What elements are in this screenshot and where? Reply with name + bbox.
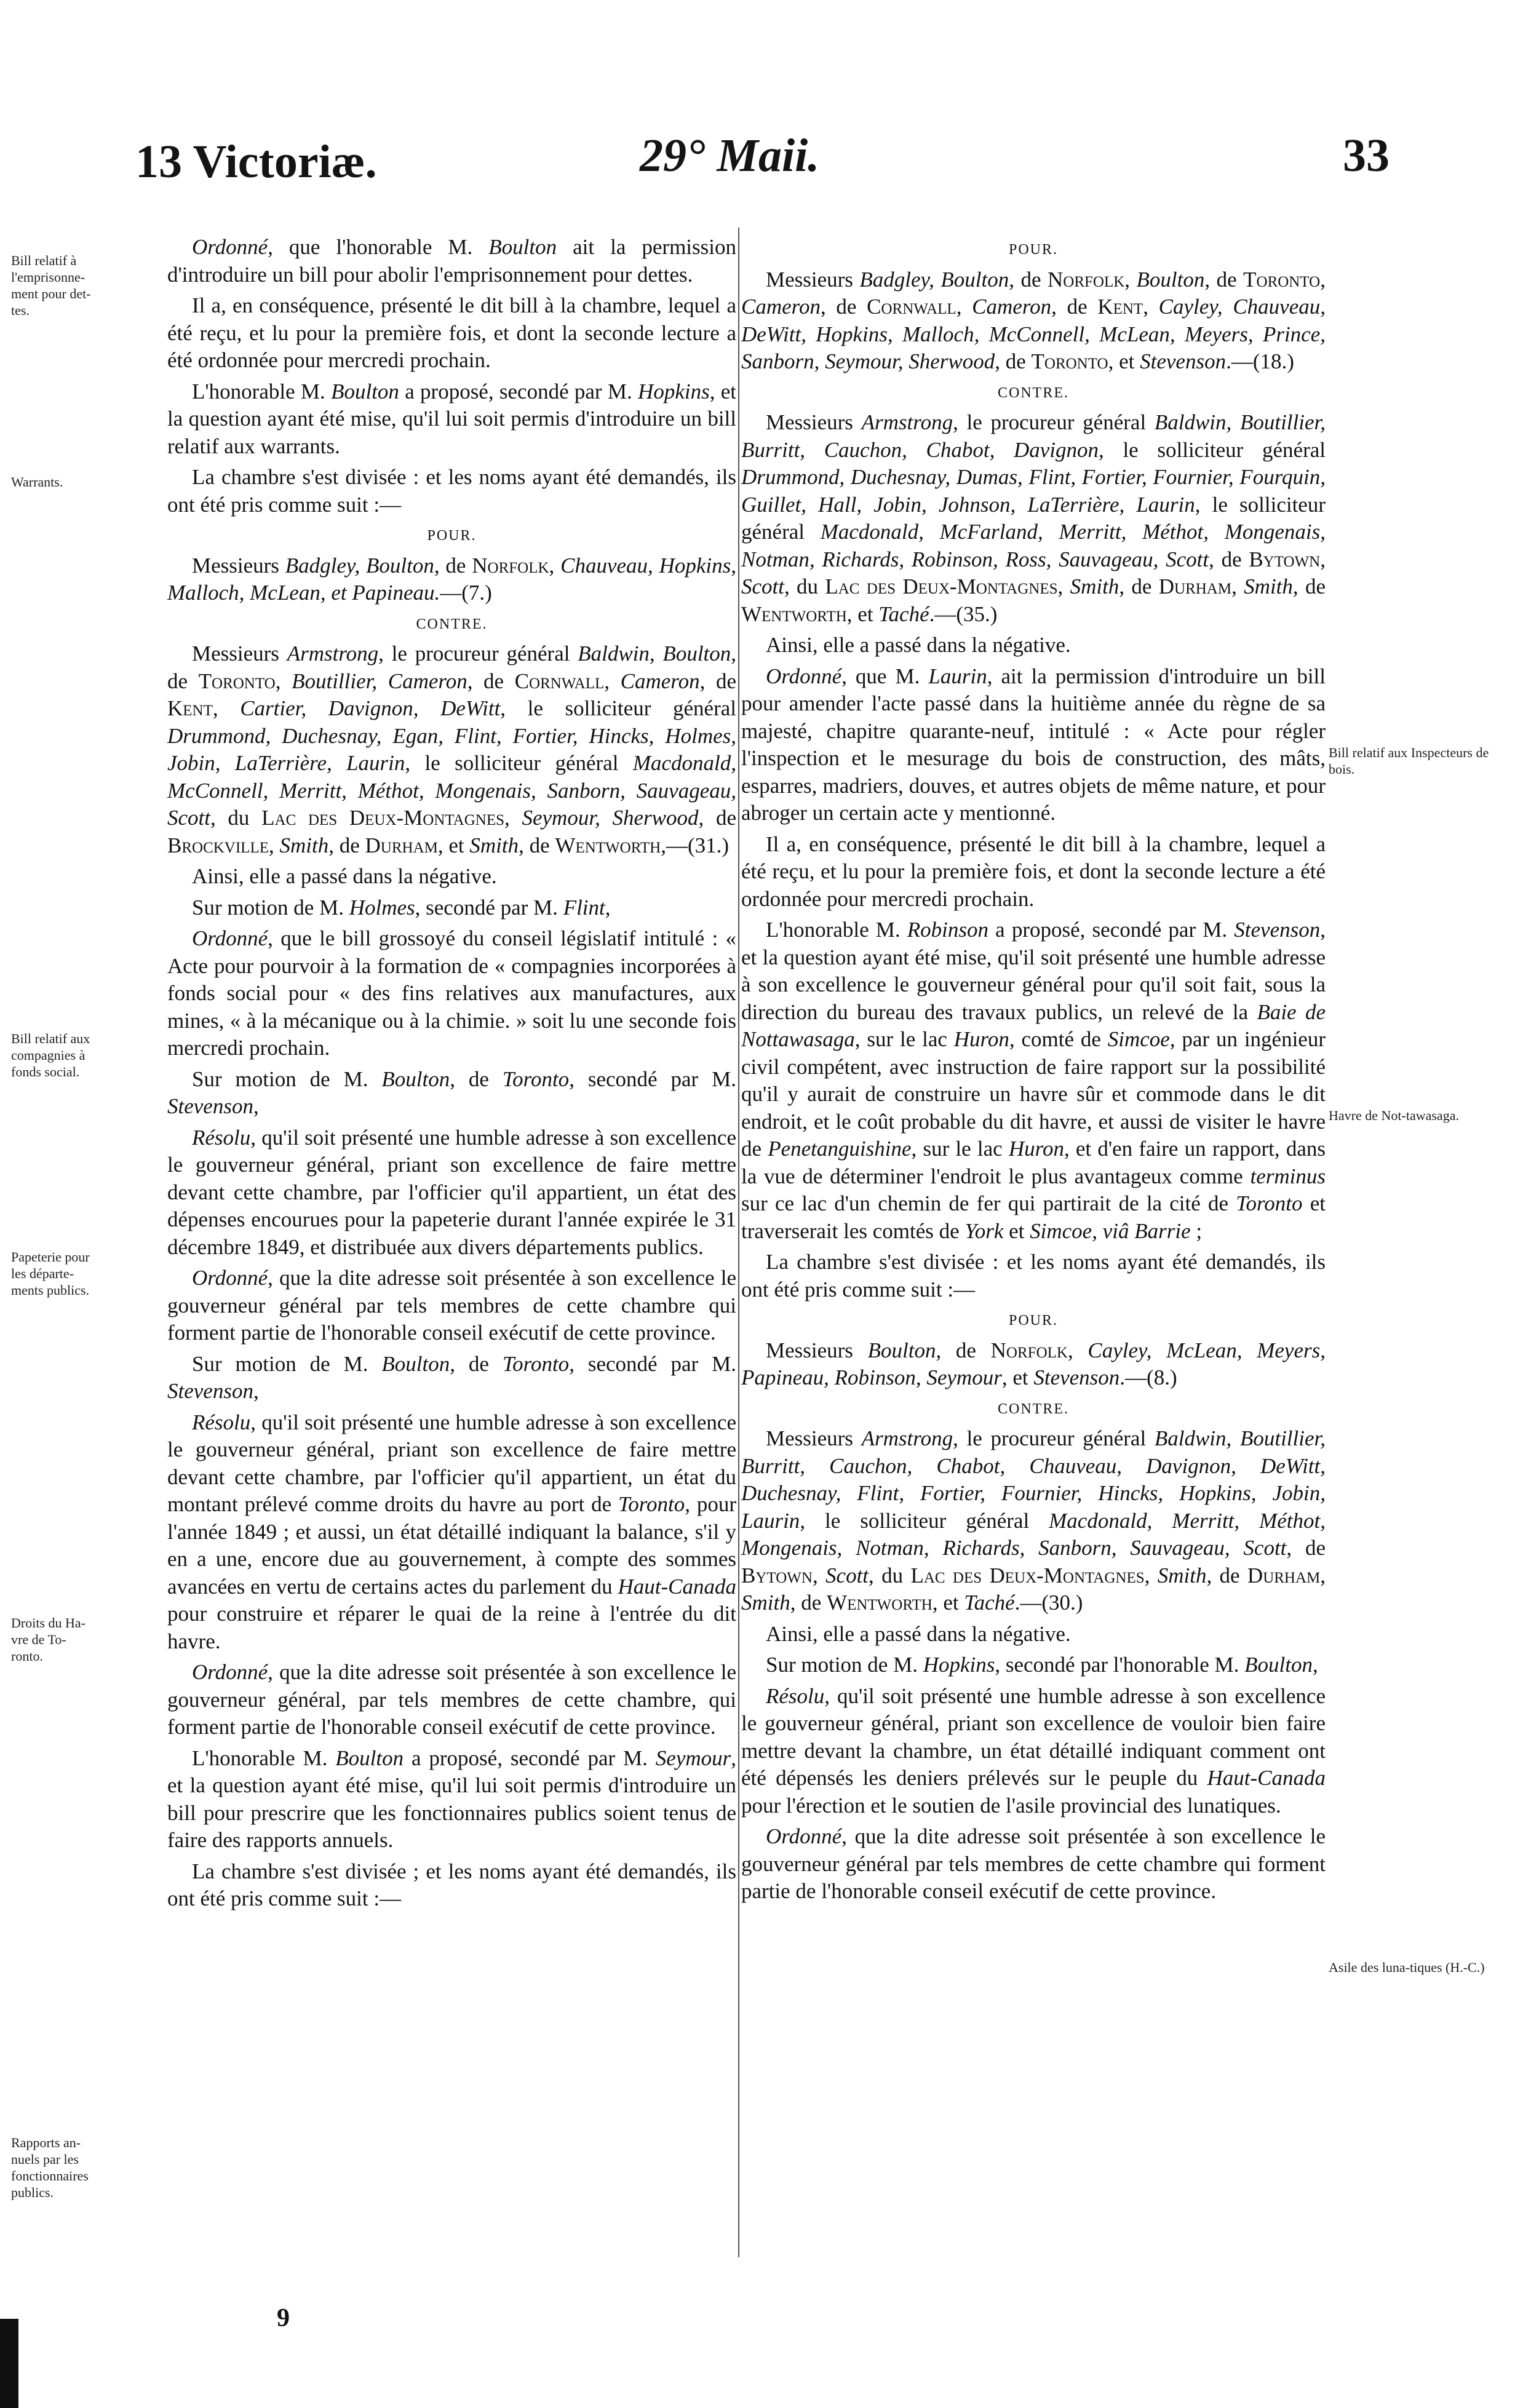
- margin-note-4: Papeterie pour les départe-ments publics.: [11, 1249, 90, 1298]
- margin-note-2: Warrants.: [11, 474, 63, 490]
- page-number: 33: [1343, 130, 1390, 181]
- left-column: Ordonné, que l'honorable M. Boulton ait la permission d'introduire un bill pour abolir l'emprisonnement pour dettes. Il a, en conséquence, présenté le dit bill à la chambre, lequel a été reçu, et lu pour la première fois, et dont la seconde lecture a été ordonnée pour mercredi prochain. L'honorable M. Boulton a proposé, secondé par M. Hopkins, et la question ayant été mise, qu'il lui soit permis d'introduire un bill relatif aux warrants. La chambre s'est divisée : et les noms ayant été demandés, ils ont été pris comme suit :— POUR. Messieurs Badgley, Boulton, de Norfolk, Chauveau, Hopkins, Malloch, McLean, et Papineau.—(7.) CONTRE. Messieurs Armstrong, le procureur général Baldwin, Boulton, de Toronto, Boutillier, Cameron, de Cornwall, Cameron, de Kent, Cartier, Davignon, DeWitt, le solliciteur général Drummond, Duchesnay, Egan, Flint, Fortier, Hincks, Holmes, Jobin, LaTerrière, Laurin, le solliciteur général Macdonald, McConnell, Merritt, Méthot, Mongenais, Sanborn, Sauvageau, Scott, du Lac des Deux-Montagnes, Seymour, Sherwood, de Brockville, Smith, de Durham, et Smith, de Wentworth,—(31.) Ainsi, elle a passé dans la négative. Sur motion de M. Holmes, secondé par M. Flint, Ordonné, que le bill grossoyé du conseil législatif intitulé : « Acte pour pourvoir à la formation de « compagnies incorporées à fonds social pour « des fins relatives aux manufactures, aux mines, « à la mécanique ou à la chimie. » soit lu une seconde fois mercredi prochain. Sur motion de M. Boulton, de Toronto, secondé par M. Stevenson, Résolu, qu'il soit présenté une humble adresse à son excellence le gouverneur général, priant son excellence de faire mettre devant cette chambre, par l'officier qu'il appartient, un état des dépenses encourues pour la papeterie durant l'année expirée le 31 décembre 1849, et distribuée aux divers départements publics. Ordonné, que la dite adresse soit présentée à son excellence le gouverneur général par tels membres de cette chambre qui forment partie de l'honorable conseil exécutif de cette province. Sur motion de M. Boulton, de Toronto, secondé par M. Stevenson, Résolu, qu'il soit présenté une humble adresse à son excellence le gouverneur général, priant son excellence de faire mettre devant cette chambre, par l'officier qu'il appartient, un état du montant prélevé comme droits du havre au port de Toronto, pour l'année 1849 ; et aussi, un état détaillé indiquant la balance, s'il y en a une, encore due au gouvernement, à compte des sommes avancées en vertu de certains actes du parlement du Haut-Canada pour construire et réparer le quai de la reine à l'entrée du dit havre. Ordonné, que la dite adresse soit présentée à son excellence le gouverneur général, par tels membres de cette chambre, qui forment partie de l'honorable conseil exécutif de cette province. L'honorable M. Boulton a proposé, secondé par M. Seymour, et la question ayant été mise, qu'il lui soit permis d'introduire un bill pour prescrire que les fonctionnaires publics soient tenus de faire des rapports annuels. La chambre s'est divisée ; et les noms ayant été demandés, ils ont été pris comme suit :—: [167, 235, 737, 1910]
- column-rule: [738, 228, 739, 2257]
- margin-note-1: Bill relatif à l'emprisonne-ment pour det-tes.: [11, 253, 91, 318]
- margin-note-5: Droits du Ha-vre de To-ronto.: [11, 1615, 85, 1664]
- margin-note-7: Bill relatif aux Inspecteurs de bois.: [1329, 745, 1489, 777]
- margin-note-6: Rapports an-nuels par les fonctionnaires publics.: [11, 2135, 89, 2200]
- signature-mark: 9: [277, 2304, 290, 2332]
- margin-note-8: Havre de Not-tawasaga.: [1329, 1108, 1459, 1123]
- page-header: [135, 117, 1390, 203]
- session-title: 13 Victoriæ.: [135, 136, 377, 188]
- margin-note-9: Asile des luna-tiques (H.-C.): [1329, 1960, 1485, 1975]
- date-title: 29° Maii.: [640, 130, 820, 181]
- margin-note-3: Bill relatif aux compagnies à fonds social.: [11, 1031, 90, 1079]
- right-column: POUR. Messieurs Badgley, Boulton, de Norfolk, Boulton, de Toronto, Cameron, de Cornwall, Cameron, de Kent, Cayley, Chauveau, DeWitt, Hopkins, Malloch, McConnell, McLean, Meyers, Prince, Sanborn, Seymour, Sherwood, de Toronto, et Stevenson.—(18.) CONTRE. Messieurs Armstrong, le procureur général Baldwin, Boutillier, Burritt, Cauchon, Chabot, Davignon, le solliciteur général Drummond, Duchesnay, Dumas, Flint, Fortier, Fournier, Fourquin, Guillet, Hall, Jobin, Johnson, LaTerrière, Laurin, le solliciteur général Macdonald, McFarland, Merritt, Méthot, Mongenais, Notman, Richards, Robinson, Ross, Sauvageau, Scott, de Bytown, Scott, du Lac des Deux-Montagnes, Smith, de Durham, Smith, de Wentworth, et Taché.—(35.) Ainsi, elle a passé dans la négative. Ordonné, que M. Laurin, ait la permission d'introduire un bill pour amender l'acte passé dans la huitième année du règne de sa majesté, chapitre quarante-neuf, intitulé : « Acte pour régler l'inspection et le mesurage du bois de construction, des mâts, esparres, madriers, douves, et autres objets de même nature, et pour abroger un certain acte y mentionné. Il a, en conséquence, présenté le dit bill à la chambre, lequel a été reçu, et lu pour la première fois, et dont la seconde lecture a été ordonnée pour mercredi prochain. L'honorable M. Robinson a proposé, secondé par M. Stevenson, et la question ayant été mise, qu'il soit présenté une humble adresse à son excellence le gouverneur général pour qu'il soit fait, sous la direction du bureau des travaux publics, un relevé de la Baie de Nottawasaga, sur le lac Huron, comté de Simcoe, par un ingénieur civil compétent, avec instruction de faire rapport sur la possibilité qu'il y aurait de construire un havre sûr et commode dans le dit endroit, et le coût probable du dit havre, et aussi de visiter le havre de Penetanguishine, sur le lac Huron, et d'en faire un rapport, dans la vue de déterminer l'endroit le plus avantageux comme terminus sur ce lac d'un chemin de fer qui partirait de la cité de Toronto et traverserait les comtés de York et Simcoe, viâ Barrie ; La chambre s'est divisée : et les noms ayant été demandés, ils ont été pris comme suit :— POUR. Messieurs Boulton, de Norfolk, Cayley, McLean, Meyers, Papineau, Robinson, Seymour, et Stevenson.—(8.) CONTRE. Messieurs Armstrong, le procureur général Baldwin, Boutillier, Burritt, Cauchon, Chabot, Chauveau, Davignon, DeWitt, Duchesnay, Flint, Fortier, Fournier, Hincks, Hopkins, Jobin, Laurin, le solliciteur général Macdonald, Merritt, Méthot, Mongenais, Notman, Richards, Sanborn, Sauvageau, Scott, de Bytown, Scott, du Lac des Deux-Montagnes, Smith, de Durham, Smith, de Wentworth, et Taché.—(30.) Ainsi, elle a passé dans la négative. Sur motion de M. Hopkins, secondé par l'honorable M. Boulton, Résolu, qu'il soit présenté une humble adresse à son excellence le gouverneur général, priant son excellence de vouloir bien faire mettre devant la chambre, un état détaillé indiquant comment ont été dépensés les deniers prélevés sur le peuple du Haut-Canada pour l'érection et le soutien de l'asile provincial des lunatiques. Ordonné, que la dite adresse soit présentée à son excellence le gouverneur général par tels membres de cette chambre qui forment partie de l'honorable conseil exécutif de cette province.: [741, 242, 1326, 1903]
- scan-edge-bar: [0, 2319, 18, 2408]
